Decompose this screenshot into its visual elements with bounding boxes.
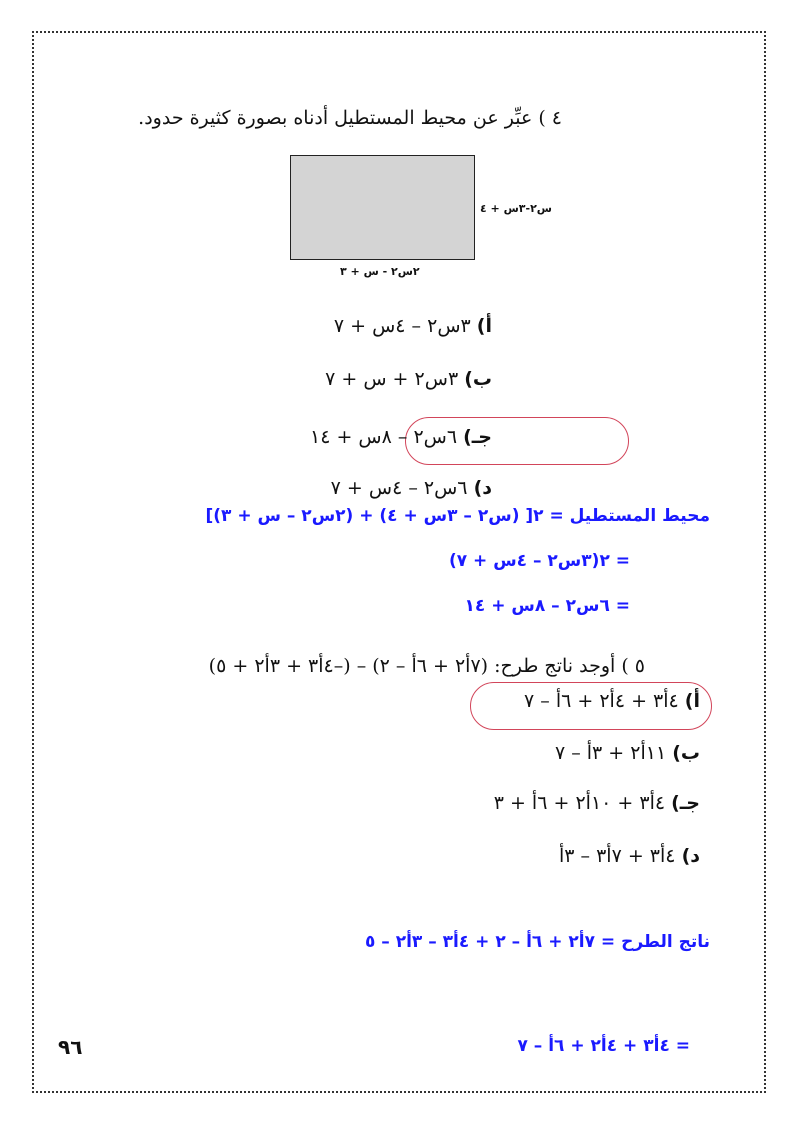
- option-letter: جـ): [463, 426, 492, 448]
- rectangle-figure: [290, 155, 475, 260]
- option-expr: ٦س٢ – ٤س + ٧: [330, 477, 468, 499]
- q5-option-b: [555, 742, 700, 764]
- option-letter: د): [473, 477, 492, 499]
- q5-solution-line-1: ناتج الطرح = ٧أ٢ + ٦أ – ٢ + ٤أ٣ – ٣أ٢ – ٥: [364, 932, 710, 952]
- q4-solution-line-2: = ٢(٣س٢ – ٤س + ٧): [448, 551, 630, 571]
- q4-solution-line-3: = ٦س٢ – ٨س + ١٤: [464, 596, 630, 616]
- option-expr: ٤أ٣ + ٤أ٢ + ٦أ – ٧: [524, 690, 679, 712]
- option-expr: ٤أ٣ + ١٠أ٢ + ٦أ + ٣: [493, 792, 666, 814]
- option-letter: جـ): [671, 792, 700, 814]
- option-expr: ١١أ٢ + ٣أ – ٧: [554, 742, 667, 764]
- question-4-prompt: ٤ ) عبِّر عن محيط المستطيل أدناه بصورة كثيرة حدود.: [138, 107, 562, 129]
- q4-solution-line-1: محيط المستطيل = ٢[ (س٢ – ٣س + ٤) + (٢س٢ – س + ٣)]: [205, 506, 710, 526]
- option-letter: ب): [672, 742, 700, 764]
- q4-option-d: [331, 477, 492, 499]
- q4-option-b: [325, 368, 492, 390]
- q4-option-a: [334, 315, 492, 337]
- q5-option-d: [559, 845, 700, 867]
- q5-solution-line-2: = ٤أ٣ + ٤أ٢ + ٦أ – ٧: [517, 1036, 690, 1056]
- option-letter: أ): [476, 315, 492, 337]
- rectangle-bottom-label: ٢س٢ - س + ٣: [340, 265, 420, 278]
- q4-option-c: [310, 426, 492, 448]
- option-expr: ٣س٢ – ٤س + ٧: [333, 315, 471, 337]
- question-5-prompt: ٥ ) أوجد ناتج طرح: (٧أ٢ + ٦أ – ٢) – (–٤أ٣ + ٣أ٢ + ٥): [208, 655, 645, 677]
- option-expr: ٦س٢ – ٨س + ١٤: [310, 426, 458, 448]
- option-letter: ب): [464, 368, 492, 390]
- q5-option-a: [524, 690, 700, 712]
- option-letter: أ): [684, 690, 700, 712]
- page-number: ٩٦: [58, 1035, 83, 1059]
- rectangle-side-label: س٢-٣س + ٤: [480, 202, 552, 215]
- option-letter: د): [681, 845, 700, 867]
- option-expr: ٤أ٣ + ٧أ٣ – ٣أ: [558, 845, 676, 867]
- q5-option-c: [494, 792, 700, 814]
- option-expr: ٣س٢ + س + ٧: [325, 368, 459, 390]
